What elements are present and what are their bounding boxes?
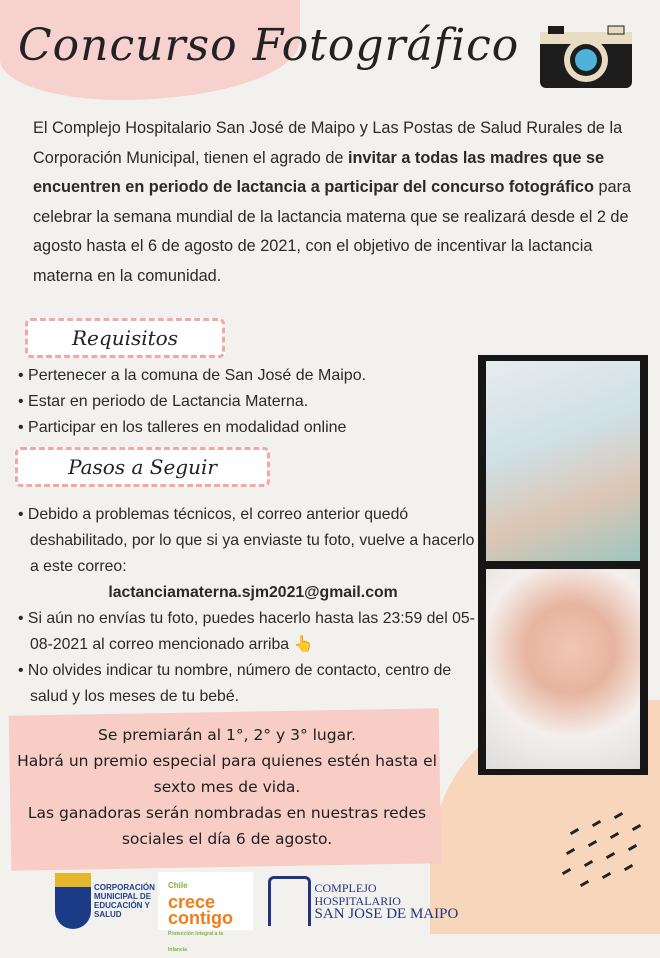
requisitos-heading: Requisitos — [25, 318, 225, 358]
camera-icon — [538, 22, 634, 90]
list-item: • Si aún no envías tu foto, puedes hacerlo hasta las 23:59 del 05-08-2021 al correo mencionado arriba 👆 — [18, 610, 475, 653]
shield-icon — [55, 873, 91, 929]
footer-logos — [0, 872, 460, 953]
list-item: • Pertenecer a la comuna de San José de Maipo. — [18, 363, 468, 389]
film-strip-photos — [478, 355, 648, 775]
pointing-hand-icon: 👆 — [293, 636, 314, 653]
prize-info — [12, 722, 442, 852]
list-item: • No olvides indicar tu nombre, número de contacto, centro de salud y los meses de tu bebé. — [18, 662, 452, 705]
list-item: • Estar en periodo de Lactancia Materna. — [18, 389, 468, 415]
email-link[interactable]: lactanciamaterna.sjm2021@gmail.com — [108, 584, 398, 601]
pasos-heading: Pasos a Seguir — [15, 447, 270, 487]
page-title: Concurso Fotográfico — [18, 20, 520, 71]
complejo-hospitalario-logo: COMPLEJO HOSPITALARIO SAN JOSE DE MAIPO — [268, 872, 460, 930]
corporacion-municipal-logo: CORPORACIÓN MUNICIPAL DE EDUCACIÓN Y SALUD — [55, 872, 154, 930]
baby-sleeping-photo — [486, 569, 640, 769]
prize-line: Habrá un premio especial para quienes estén hasta el sexto mes de vida. — [17, 752, 437, 796]
arch-icon — [268, 876, 311, 926]
mother-breastfeeding-photo — [486, 361, 640, 561]
chile-crece-contigo-logo: Chile crece contigo Protección Integral a la Infancia — [158, 872, 253, 930]
list-item: • Participar en los talleres en modalidad online — [18, 415, 468, 441]
intro-paragraph: El Complejo Hospitalario San José de Maipo y Las Postas de Salud Rurales de la Corporación Municipal, tienen el agrado de invitar a todas las madres que se encuentren en periodo de lactancia a participar del concurso fotográfico para celebrar la semana mundial de la lactancia materna que se realizará desde el 2 de agosto hasta el 6 de agosto de 2021, con el objetivo de incentivar la lactancia materna en la comunidad. — [33, 119, 632, 285]
list-item: • Debido a problemas técnicos, el correo anterior quedó deshabilitado, por lo que si ya enviaste tu foto, vuelve a hacerlo a este correo: — [18, 506, 475, 575]
prize-line: Las ganadoras serán nombradas en nuestras redes sociales el día 6 de agosto. — [27, 804, 427, 848]
prize-line: Se premiarán al 1°, 2° y 3° lugar. — [98, 726, 356, 744]
requisitos-list — [18, 363, 468, 441]
pasos-list — [18, 502, 478, 710]
